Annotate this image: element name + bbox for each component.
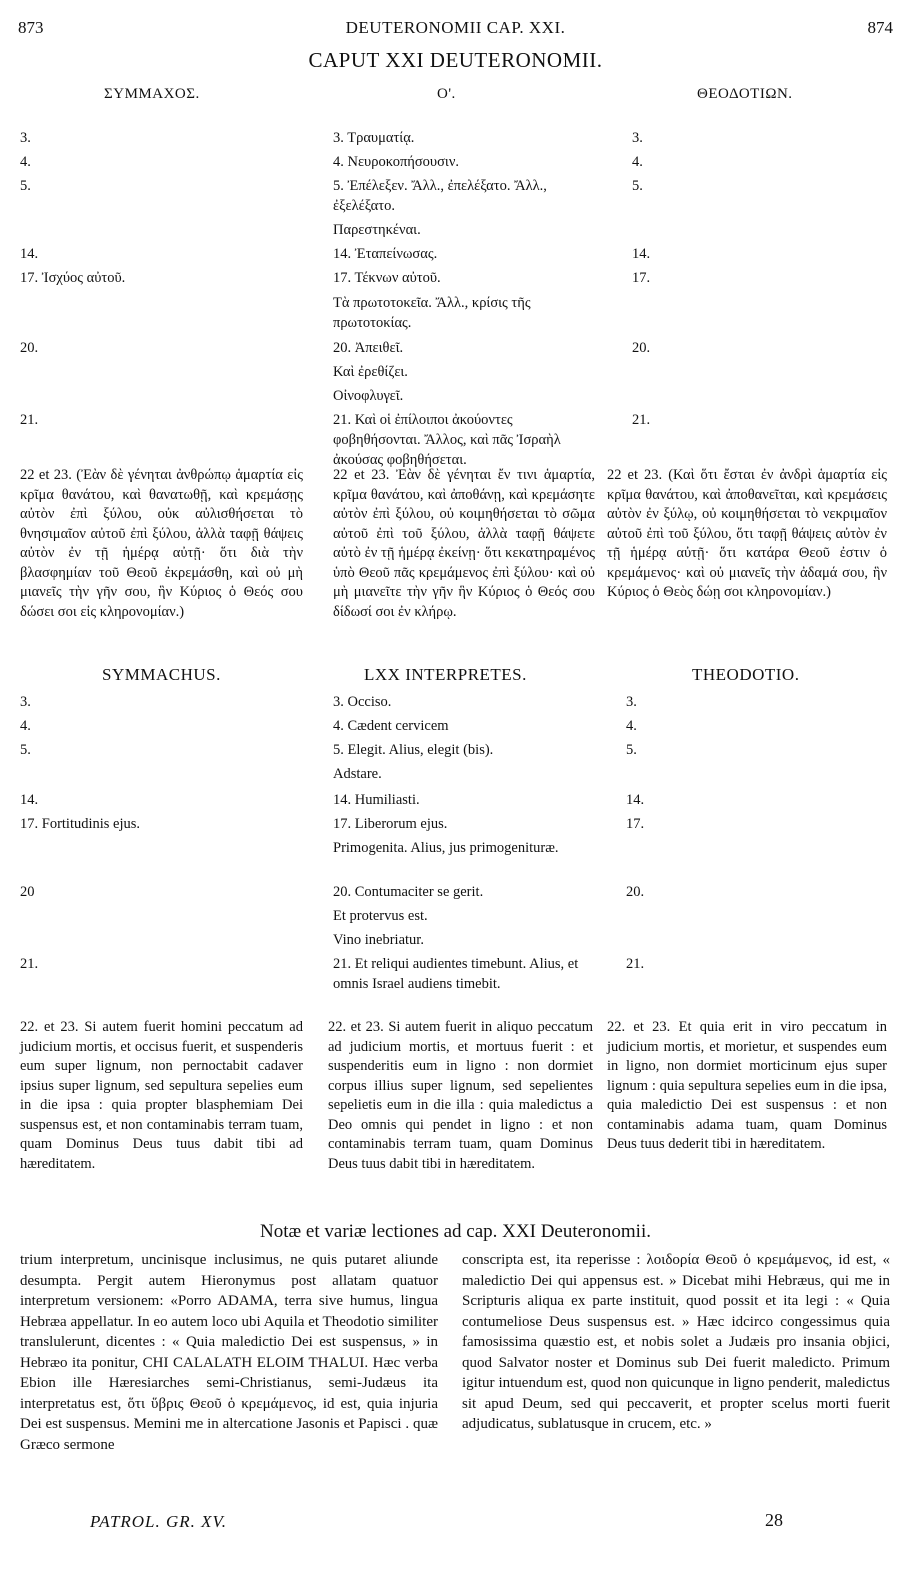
column-head-theodotion-latin: THEODOTIO. — [692, 665, 800, 684]
latin-symm-v4: 4. — [20, 718, 31, 734]
column-head-lxx-greek: Ο'. — [437, 86, 456, 102]
greek-symm-v20: 20. — [20, 340, 39, 356]
greek-theod-v17: 17. — [632, 270, 651, 286]
latin-lxx-v17: 17. Liberorum ejus. — [333, 816, 448, 832]
notes-left-column: trium interpretum, uncinisque inclusimus, ne quis putaret aliunde desumpta. Pergit autem Hieronymus post allatam quatuor interpretum versionem: «Porro ADAMA, terra sive humus, lingua Hebræa appellatur. In eo autem loco ubi Aquila et Theodotio similiter translulerunt, dicentes : « Quia maledictio Dei est suspensus, » in Hebræo ita ponitur, CHI CALALATH ELOIM THALUI. Hæc verba Ebion ille Hæresiarches semi-Christianus, semi-Judæus ita interpretatus est, ὅτι ὕβρις Θεοῦ ὁ κρεμάμενος, id est, quia injuria Dei est suspensus. Memini me in altercatione Jasonis et Papisci . quæ Græco sermone — [20, 1252, 438, 1453]
latin-lxx-vino: Vino inebriatur. — [333, 932, 424, 948]
greek-symm-v3: 3. — [20, 130, 31, 146]
latin-theod-v3: 3. — [626, 694, 637, 710]
greek-lxx-v3: 3. Τραυματίᾳ. — [333, 130, 415, 146]
latin-symm-v17: 17. Fortitudinis ejus. — [20, 816, 141, 832]
column-head-lxx-latin: LXX INTERPRETES. — [364, 665, 527, 684]
latin-theod-v4: 4. — [626, 718, 637, 734]
column-head-theodotion-greek: ΘΕΟΔΟΤΙΩΝ. — [697, 86, 793, 102]
footer-series-label: PATROL. GR. XV. — [90, 1512, 228, 1531]
latin-lxx-v14: 14. Humiliasti. — [333, 792, 420, 808]
latin-symm-v3: 3. — [20, 694, 31, 710]
chapter-caption: CAPUT XXI DEUTERONOMII. — [308, 48, 603, 72]
latin-lxx-v5: 5. Elegit. Alius, elegit (bis). — [333, 742, 494, 758]
greek-symm-v5: 5. — [20, 178, 31, 194]
running-title: DEUTERONOMII CAP. XXI. — [345, 18, 566, 37]
latin-theod-v21: 21. — [626, 956, 645, 972]
latin-theod-v17: 17. — [626, 816, 645, 832]
latin-theod-v5: 5. — [626, 742, 637, 758]
greek-lxx-adstare: Παρεστηκέναι. — [333, 222, 421, 238]
greek-lxx-v14: 14. Ἐταπείνωσας. — [333, 246, 438, 262]
latin-lxx-v21: 21. Et reliqui audientes timebunt. Alius, et omnis Israel audiens timebit. — [333, 956, 579, 992]
latin-theod-v14: 14. — [626, 792, 645, 808]
latin-symm-v14: 14. — [20, 792, 39, 808]
latin-symm-v21: 21. — [20, 956, 39, 972]
greek-lxx-v5: 5. Ἐπέλεξεν. Ἄλλ., ἐπελέξατο. Ἄλλ., ἐξελέξατο. — [333, 178, 547, 214]
greek-lxx-vino: Οἰνοφλυγεῖ. — [333, 388, 404, 404]
greek-theod-v21: 21. — [632, 412, 651, 428]
column-head-symmachus-greek: ΣΥΜΜΑΧΟΣ. — [104, 86, 200, 102]
page-number-left: 873 — [18, 18, 44, 37]
latin-symm-v5: 5. — [20, 742, 31, 758]
latin-lxx-v20: 20. Contumaciter se gerit. — [333, 884, 484, 900]
page-number-right: 874 — [867, 18, 893, 37]
latin-symm-v22-23: 22. et 23. Si autem fuerit homini peccatum ad judicium mortis, et occisus fuerit, et suspenderis eum super lignum, non pernoctabit cadaver ipsius super lignum, sed sepultura sepelies eum in die ipsa : quia propter blasphemiam Dei suspensus est, et non contaminabis terram tuam, quam Dominus Deus tuus dabit tibi ad hæreditatem. — [20, 1019, 303, 1172]
latin-lxx-v4: 4. Cædent cervicem — [333, 718, 449, 734]
notes-right-column: conscripta est, ita reperisse : λοιδορία Θεοῦ ὁ κρεμάμενος, id est, « maledictio Dei qui appensus est. » Dicebat mihi Hebræus, qui me in Scripturis aliqua ex parte instituit, quod possit et ita legi : « Quia contumeliose Deus suspensus est. » Hæc idcirco congessimus quia famosissima quæstio est, et nobis solet a Judæis pro insania objici, quod Salvator noster et Dominus sub Dei fuerit maledicto. Primum igitur intuendum est, quod non quicunque in ligno penderit, maledictus sit apud Deum, sed qui peccaverit, et propter scelus morti fuerit adjudicatus, sublatusque in crucem, etc. » — [462, 1252, 890, 1432]
greek-theod-v14: 14. — [632, 246, 651, 262]
latin-lxx-v3: 3. Occiso. — [333, 694, 392, 710]
column-head-symmachus-latin: SYMMACHUS. — [102, 665, 221, 684]
greek-theod-v20: 20. — [632, 340, 651, 356]
greek-lxx-primogenita: Τὰ πρωτοτοκεῖα. Ἄλλ., κρίσις τῆς πρωτοτοκίας. — [333, 295, 531, 331]
greek-lxx-v20: 20. Ἀπειθεῖ. — [333, 340, 404, 356]
greek-symm-v22-23: 22 et 23. (Ἐὰν δὲ γένηται ἀνθρώπῳ ἁμαρτία εἰς κρῖμα θανάτου, καὶ θανατωθῇ, καὶ κρεμάσῃς αὐτὸν ἐπὶ ξύλου, οὐκ αὐλισθήσεται τὸ θνησιμαῖον αὐτοῦ ἐπὶ ξύλου, ἀλλὰ ταφῇ θάψεις αὐτὸν ἐν τῇ ἡμέρᾳ αὐτῇ· ὅτι διὰ τὴν βλασφημίαν τοῦ Θεοῦ ἐκρεμάσθη, καὶ οὐ μὴ μιανεῖς τὴν γῆν σου, ἣν Κύριος ὁ Θεός σου δώσει σοι εἰς κληρονομίαν.) — [20, 467, 303, 620]
greek-theod-v22-23: 22 et 23. (Καὶ ὅτι ἔσται ἐν ἀνδρὶ ἁμαρτία εἰς κρῖμα θανάτου, καὶ ἀποθανεῖται, καὶ κρεμάσεις αὐτὸν ἐν ξύλῳ, οὐ κοιμηθήσεται τὸ νεκριμαῖον αὐτοῦ ἐπὶ τοῦ ξύλου, ὅτι ταφῇ θάψεις αὐτὸν ἐν τῇ ἡμέρᾳ αὐτῇ· ὅτι κατάρα Θεοῦ ἐστιν ὁ κρεμάμενος· καὶ οὐ μιανεῖς τὴν ἀδαμά σου, ἣν Κύριος ὁ Θεὸς δώῃ σοι κληρονομίαν.) — [607, 467, 887, 600]
greek-theod-v3: 3. — [632, 130, 643, 146]
greek-symm-v21: 21. — [20, 412, 39, 428]
latin-lxx-v22-23: 22. et 23. Si autem fuerit in aliquo peccatum ad judicium mortis, et mortuus fuerit : et suspenderitis eum in ligno : non dormiet corpus illius super lignum, sed sepelientes sepelietis eum in die illa : quia maledictus a Deo omnis qui pendet in ligno : et non contaminabis terram tuam, quam Dominus Deus tuus dabit tibi in hæreditatem. — [328, 1019, 593, 1172]
notes-title: Notæ et variæ lectiones ad cap. XXI Deuteronomii. — [260, 1221, 651, 1242]
greek-lxx-v4: 4. Νευροκοπήσουσιν. — [333, 154, 460, 170]
latin-theod-v20: 20. — [626, 884, 645, 900]
greek-lxx-v22-23: 22 et 23. Ἐὰν δὲ γένηται ἔν τινι ἁμαρτία, κρῖμα θανάτου, καὶ ἀποθάνῃ, καὶ κρεμάσητε αὐτὸν ἐπὶ ξύλου, οὐ κοιμηθήσεται τὸ σῶμα αὐτοῦ ἐπὶ τοῦ ξύλου, ἀλλὰ ταφῇ θάψετε αὐτὸ ἐν τῇ ἡμέρᾳ ἐκείνῃ· ὅτι κεκατηραμένος ὑπὸ Θεοῦ πᾶς κρεμάμενος ἐπὶ ξύλου· καὶ οὐ μὴ μιανεῖτε τὴν γῆν ἣν Κύριος ὁ Θεός σου δίδωσί σοι ἐν κλήρῳ. — [333, 467, 595, 620]
footer-sheet-number: 28 — [765, 1510, 783, 1530]
running-header — [18, 18, 893, 42]
greek-symm-v4: 4. — [20, 154, 31, 170]
latin-lxx-protervus: Et protervus est. — [333, 908, 428, 924]
greek-lxx-v21: 21. Καὶ οἱ ἐπίλοιποι ἀκούοντες φοβηθήσονται. Ἄλλος, καὶ πᾶς Ἰσραὴλ ἀκούσας φοβηθήσεται. — [333, 412, 561, 468]
greek-theod-v5: 5. — [632, 178, 643, 194]
greek-lxx-v17: 17. Τέκνων αὐτοῦ. — [333, 270, 441, 286]
greek-symm-v17: 17. Ἰσχύος αὐτοῦ. — [20, 270, 126, 286]
latin-lxx-primogenita: Primogenita. Alius, jus primogenituræ. — [333, 840, 559, 856]
latin-lxx-adstare: Adstare. — [333, 766, 382, 782]
greek-lxx-protervus: Καὶ ἐρεθίζει. — [333, 364, 408, 380]
latin-symm-v20: 20 — [20, 884, 35, 900]
greek-theod-v4: 4. — [632, 154, 643, 170]
greek-symm-v14: 14. — [20, 246, 39, 262]
latin-theod-v22-23: 22. et 23. Et quia erit in viro peccatum in judicium mortis, et morietur, et suspendes eum in ligno, non dormiet morticinum ejus super lignum : quia sepultura sepelies eum in die ipsa, quia maledictio Dei est suspensus : et non contaminabis adama tuam, quam Dominus Deus tuus dederit tibi in hæreditatem. — [607, 1019, 887, 1152]
